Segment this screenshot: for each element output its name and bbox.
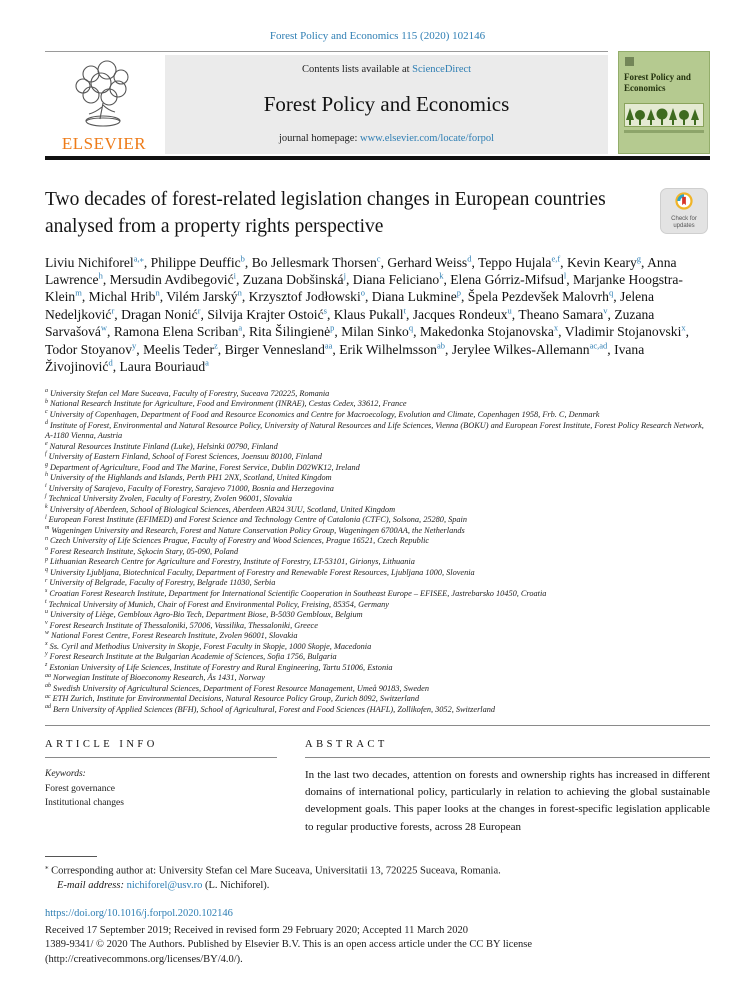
- author-name: Makedonka Stojanovska: [419, 324, 554, 340]
- affiliation-text: University of Liège, Gembloux Agro-Bio Tech, Department Biose, B-5030 Gembloux, Belgium: [50, 610, 363, 620]
- affiliation-label: m: [45, 525, 50, 532]
- author-name: Meelis Teder: [143, 341, 214, 357]
- author-name: Theano Samara: [518, 306, 604, 322]
- keywords-label: Keywords:: [45, 769, 86, 780]
- affiliation-label: g: [45, 461, 48, 468]
- author-separator: ,: [413, 324, 420, 340]
- affiliation-text: Swedish University of Agricultural Sciences, Department of Forest Resource Management, Umeå 90183, Sweden: [53, 683, 429, 693]
- affiliation-text: National Forest Centre, Forest Research Institute, Zvolen 96001, Slovakia: [51, 631, 298, 641]
- author-affiliation-sup: v: [603, 305, 608, 316]
- affiliation-label: z: [45, 661, 48, 668]
- author-separator: ,: [102, 271, 110, 287]
- affiliation-line: [45, 673, 710, 684]
- footnote-rule: [45, 856, 97, 857]
- affiliation-label: h: [45, 472, 48, 479]
- author-separator: ,: [613, 289, 621, 305]
- author-affiliation-sup: a: [238, 322, 243, 333]
- abstract-column: [305, 739, 710, 835]
- affiliation-line: [45, 547, 710, 558]
- author-affiliation-sup: p: [330, 322, 335, 333]
- affiliation-line: [45, 621, 710, 632]
- affiliation-label: ab: [45, 683, 51, 690]
- affiliation-text: Technical University of Munich, Chair of Forest and Environmental Policy, Freising, 85354, Germany: [48, 599, 389, 609]
- running-head-journal-ref: Forest Policy and Economics 115 (2020) 102146: [269, 30, 486, 42]
- author-name: Gerhard Weiss: [387, 254, 468, 270]
- author-name: Klaus Pukall: [333, 306, 404, 322]
- affiliation-text: University of Eastern Finland, School of Forest Sciences, Joensuu 80100, Finland: [48, 452, 322, 462]
- author-separator: ,: [332, 341, 340, 357]
- affiliation-label: u: [45, 609, 48, 616]
- author-name: Vladimir Stojanovski: [564, 324, 682, 340]
- author-name: Ramona Elena Scriban: [113, 324, 239, 340]
- affiliation-line: [45, 399, 710, 410]
- affiliation-text: Forest Research Institute, Sękocin Stary, 05-090, Poland: [50, 546, 239, 556]
- affiliation-label: k: [45, 504, 48, 510]
- author: [243, 272, 353, 287]
- affiliation-text: Forest Research Institute at the Bulgarian Academie of Sciences, Sofia 1756, Bulgaria: [49, 652, 337, 662]
- author-affiliation-sup: l: [563, 270, 567, 281]
- abstract-rule: [305, 757, 710, 758]
- affiliation-text: ETH Zurich, Institute for Environmental Decisions, Natural Resource Policy Group, Zurich 8092, Switzerland: [52, 694, 420, 704]
- author: [450, 272, 573, 287]
- author-separator: ,: [81, 289, 89, 305]
- author-affiliation-sup: i: [233, 270, 236, 281]
- affiliation-label: y: [45, 651, 48, 658]
- author-affiliation-sup: b: [240, 253, 245, 264]
- affiliation-label: p: [45, 556, 48, 563]
- author-affiliation-sup: x: [681, 322, 686, 333]
- author-separator: ,: [345, 271, 353, 287]
- author-affiliation-sup: d: [467, 253, 472, 264]
- author-name: Mersudin Avdibegović: [109, 271, 234, 287]
- author: [478, 255, 567, 270]
- author-name: Philippe Deuffic: [150, 254, 241, 270]
- author: [353, 272, 451, 287]
- affiliation-line: [45, 515, 710, 526]
- keyword: Institutional changes: [45, 797, 124, 808]
- author: [518, 307, 614, 322]
- affiliation-text: Lithuanian Research Centre for Agriculture and Forestry, Institute of Forestry, LT-53101, Girionys, Lithuania: [50, 557, 415, 567]
- affiliation-label: x: [45, 640, 48, 647]
- author: [121, 307, 207, 322]
- author-separator: ,: [558, 324, 565, 340]
- author-name: Kevin Keary: [566, 254, 637, 270]
- affiliation-label: f: [45, 451, 47, 458]
- author: [89, 289, 167, 304]
- journal-title: Forest Policy and Economics: [263, 91, 510, 116]
- author-separator: ,: [241, 289, 249, 305]
- author-separator: ,: [560, 254, 567, 270]
- author-separator: ,: [136, 341, 144, 357]
- check-for-updates-label: Check for updates: [671, 215, 697, 229]
- author-name: Laura Bouriaud: [119, 358, 206, 374]
- affiliation-text: Forest Research Institute of Thessaloniki, 57006, Vassilika, Thessaloniki, Greece: [49, 620, 318, 630]
- author-affiliation-sup: w: [100, 322, 108, 333]
- author-separator: ,: [112, 358, 120, 374]
- author-affiliation-sup: ab: [436, 340, 446, 351]
- author: [420, 324, 565, 339]
- author-name: Todor Stoyanov: [45, 341, 133, 357]
- affiliation-text: Croatian Forest Research Institute, Department for International Scientific Cooperation in Southeast Europe – EFISEE, Jastrebarsko 10450, Croatia: [49, 589, 547, 599]
- author-affiliation-sup: e,f: [551, 253, 561, 264]
- author-name: Erik Wilhelmsson: [339, 341, 437, 357]
- affiliation-label: ad: [45, 704, 51, 711]
- author-name: Jacques Rondeux: [412, 306, 508, 322]
- email-suffix: (L. Nichiforel).: [202, 880, 270, 892]
- author: [452, 342, 614, 357]
- affiliation-line: [45, 600, 710, 611]
- author-affiliation-sup: n: [237, 287, 242, 298]
- email-label: E-mail address:: [57, 880, 124, 892]
- affiliation-line: [45, 652, 710, 663]
- affiliation-label: t: [45, 598, 47, 605]
- cover-publisher-mark-icon: [625, 57, 634, 66]
- author: [339, 342, 452, 357]
- affiliation-line: [45, 389, 710, 400]
- affiliation-line: [45, 589, 710, 600]
- author-name: Elena Górriz-Mifsud: [450, 271, 564, 287]
- affiliation-text: National Research Institute for Agriculture, Food and Environment (INRAE), Cestas Cedex, 33612, France: [50, 399, 407, 409]
- author-name: Milan Sinko: [341, 324, 409, 340]
- article-info-rule: [45, 757, 277, 758]
- email-link[interactable]: nichiforel@usv.ro: [126, 880, 203, 892]
- contents-prefix: Contents lists available at: [301, 64, 413, 75]
- received-line: Received 17 September 2019; Received in revised form 29 February 2020; Accepted 11 March 2020: [45, 925, 468, 936]
- author-affiliation-sup: z: [213, 340, 218, 351]
- header-divider: [45, 156, 710, 160]
- affiliation-line: [45, 494, 710, 505]
- author-name: Zuzana Dobšinská: [242, 271, 344, 287]
- keywords-block: [45, 767, 277, 810]
- author: [341, 324, 420, 339]
- author: [413, 307, 519, 322]
- affiliation-line: [45, 526, 710, 537]
- author-separator: ,: [107, 324, 114, 340]
- affiliation-label: l: [45, 514, 47, 521]
- author: [225, 342, 340, 357]
- author: [252, 255, 388, 270]
- crossmark-icon: [675, 192, 693, 215]
- cover-trees-illustration: [624, 103, 704, 127]
- author-separator: ,: [685, 324, 690, 340]
- email-line: [45, 878, 710, 893]
- author-affiliation-sup: n: [155, 287, 160, 298]
- abstract-heading: ABSTRACT: [305, 739, 388, 751]
- author-separator: ,: [380, 254, 388, 270]
- affiliation-line: [45, 484, 710, 495]
- author-affiliation-sup: j: [343, 270, 346, 281]
- title-block: [45, 186, 710, 241]
- contents-line: [173, 64, 600, 75]
- affiliation-text: University of Copenhagen, Department of Food and Resource Economics and Centre for Macroecology, Evolution and Climate, Copenhagen 1958, Frb. C, Denmark: [49, 409, 600, 419]
- affiliation-label: r: [45, 577, 48, 584]
- author-affiliation-sup: q: [608, 287, 614, 298]
- author-affiliation-sup: a,⁎: [133, 253, 144, 264]
- author-separator: ,: [143, 254, 151, 270]
- affiliation-line: [45, 663, 710, 674]
- affiliation-line: [45, 452, 710, 463]
- author: [119, 359, 208, 374]
- affiliation-text: European Forest Institute (EFIMED) and Forest Science and Technology Centre of Catalonia (CTFC), Solsona, 25280, Spain: [48, 515, 467, 525]
- corresponding-marker: ⁎: [45, 862, 49, 871]
- affiliation-line: [45, 557, 710, 568]
- author-separator: ,: [159, 289, 167, 305]
- article-title: Two decades of forest-related legislation changes in European countries analysed from a property rights perspective: [45, 189, 606, 238]
- affiliation-line: [45, 610, 710, 621]
- doi-link[interactable]: https://doi.org/10.1016/j.forpol.2020.102146: [45, 907, 233, 919]
- affiliation-text: University of the Highlands and Islands, Perth PH1 2NX, Scotland, United Kingdom: [50, 473, 332, 483]
- cover-title: Forest Policy and Economics: [624, 72, 691, 94]
- abstract-text: In the last two decades, attention on forests and ownership rights has increased in different domains of international policy, particularly in relation to achieving the global sustainable development goals. This paper looks at the changes in forest-specific legislation applicable to regular productive forests, across 28 European: [305, 769, 710, 833]
- author: [387, 255, 478, 270]
- author-name: Špela Pezdevšek Malovrh: [467, 289, 609, 305]
- affiliation-line: [45, 578, 710, 589]
- elsevier-logo: [45, 55, 163, 154]
- author: [207, 307, 333, 322]
- affiliation-line: [45, 631, 710, 642]
- author: [151, 255, 252, 270]
- author: [334, 307, 413, 322]
- author-name: Jelena Nedeljković: [45, 289, 654, 322]
- header-left: [45, 51, 608, 154]
- author-separator: ,: [443, 271, 451, 287]
- author: [249, 289, 372, 304]
- affiliation-line: [45, 705, 710, 716]
- author-affiliation-sup: c: [376, 253, 381, 264]
- affiliation-text: University Stefan cel Mare Suceava, Faculty of Forestry, Suceava 720225, Romania: [50, 388, 330, 398]
- affiliation-label: ac: [45, 693, 51, 700]
- affiliation-label: v: [45, 619, 48, 626]
- author-separator: ,: [445, 341, 452, 357]
- license-line: (http://creativecommons.org/licenses/BY/4.0/).: [45, 953, 243, 965]
- author-name: Silvija Krajter Ostoić: [207, 306, 324, 322]
- author-name: Ivana Živojinović: [45, 341, 645, 374]
- affiliation-label: q: [45, 567, 48, 574]
- affiliation-line: [45, 442, 710, 453]
- author-name: Liviu Nichiforel: [45, 254, 134, 270]
- affiliation-label: c: [45, 409, 48, 416]
- affiliation-label: b: [45, 398, 48, 405]
- author-separator: ,: [460, 289, 468, 305]
- affiliation-text: University of Aberdeen, School of Biological Sciences, Aberdeen AB24 3UU, Scotland, United Kingdom: [49, 504, 396, 514]
- author-affiliation-sup: aa: [324, 340, 333, 351]
- affiliation-text: Bern University of Applied Sciences (BFH), School of Agricultural, Forest and Food Sciences (HAFL), Zollikofen, 3052, Switzerland: [53, 704, 496, 714]
- affiliation-label: aa: [45, 672, 51, 679]
- affiliation-label: d: [45, 419, 48, 426]
- affiliation-label: n: [45, 535, 48, 542]
- author-separator: ,: [471, 254, 479, 270]
- affiliation-text: Natural Resources Institute Finland (Luke), Helsinki 00790, Finland: [49, 441, 278, 451]
- author-separator: ,: [607, 306, 615, 322]
- masthead-box: [165, 55, 608, 154]
- affiliation-text: Department of Agriculture, Food and The Marine, Forest Service, Dublin D02WK12, Ireland: [50, 462, 360, 472]
- affiliation-line: [45, 410, 710, 421]
- affiliation-list: [45, 389, 710, 715]
- author-name: Rita Šilingienė: [248, 324, 331, 340]
- affiliation-line: [45, 463, 710, 474]
- author-separator: ,: [511, 306, 519, 322]
- author: [166, 289, 248, 304]
- keyword: Forest governance: [45, 783, 115, 794]
- author-affiliation-sup: h: [98, 270, 103, 281]
- author-affiliation-sup: x: [553, 322, 559, 333]
- author-name: Diana Lukmine: [371, 289, 457, 305]
- author-separator: ,: [365, 289, 372, 305]
- journal-header: [45, 51, 710, 154]
- author: [565, 324, 689, 339]
- author: [249, 324, 341, 339]
- author-affiliation-sup: t: [403, 305, 406, 316]
- author-name: Birger Vennesland: [224, 341, 325, 357]
- affiliation-text: University Ljubljana, Biotechnical Faculty, Department of Forestry and Renewable Forest Resources, Ljubljana 1000, Slovenia: [50, 567, 475, 577]
- author-name: Michal Hrib: [88, 289, 156, 305]
- affiliation-label: e: [45, 440, 48, 447]
- affiliation-text: University of Belgrade, Faculty of Forestry, Belgrade 11030, Serbia: [49, 578, 276, 588]
- affiliation-text: Technical University Zvolen, Faculty of Forestry, Zvolen 96001, Slovakia: [48, 494, 293, 504]
- affiliation-text: University of Sarajevo, Faculty of Forestry, Sarajevo 71000, Bosnia and Herzegovina: [48, 483, 334, 493]
- author: [468, 289, 620, 304]
- elsevier-tree-icon: [67, 118, 141, 135]
- author-affiliation-sup: r: [197, 305, 201, 316]
- author-separator: ,: [242, 324, 249, 340]
- affiliation-line: [45, 684, 710, 695]
- author-name: Anna Lawrence: [45, 254, 677, 287]
- author-name: Diana Feliciano: [352, 271, 440, 287]
- author-separator: ,: [607, 341, 615, 357]
- journal-cover-thumbnail: [618, 51, 710, 154]
- affiliation-line: [45, 473, 710, 484]
- author-name: Marjanke Hoogstra-Klein: [45, 271, 683, 305]
- author-affiliation-sup: o: [360, 287, 365, 298]
- check-for-updates-badge[interactable]: [660, 188, 708, 234]
- affiliation-text: Norwegian Institute of Bioeconomy Research, Ås 1431, Norway: [53, 673, 265, 683]
- journal-homepage-link[interactable]: www.elsevier.com/locate/forpol: [360, 133, 495, 144]
- author-affiliation-sup: s: [323, 305, 327, 316]
- affiliation-line: [45, 505, 710, 516]
- issn-copyright-line: 1389-9341/ © 2020 The Authors. Published by Elsevier B.V. This is an open access article under the CC BY license: [45, 939, 533, 951]
- affiliation-line: [45, 568, 710, 579]
- author-name: Krzysztof Jodłowski: [248, 289, 361, 305]
- author-name: Bo Jellesmark Thorsen: [251, 254, 377, 270]
- author-name: Zuzana Sarvašová: [45, 306, 655, 340]
- keywords-list: [45, 782, 277, 811]
- author: [143, 342, 224, 357]
- affiliation-label: s: [45, 588, 48, 595]
- affiliation-text: Czech University of Life Sciences Prague, Faculty of Forestry and Wood Sciences, Prague 16521, Czech Republic: [50, 536, 430, 546]
- author-separator: ,: [114, 306, 122, 322]
- affiliation-label: o: [45, 546, 48, 553]
- author-name: Dragan Nonić: [121, 306, 198, 322]
- corresponding-author-note: [45, 862, 710, 879]
- author: [372, 289, 468, 304]
- publication-footer: [45, 907, 710, 968]
- author-list: [45, 254, 710, 376]
- author-affiliation-sup: p: [456, 287, 461, 298]
- author-separator: ,: [217, 341, 225, 357]
- author-separator: ,: [641, 254, 648, 270]
- affiliation-label: w: [45, 630, 50, 637]
- author-affiliation-sup: r: [111, 305, 115, 316]
- corresponding-text: Corresponding author at: University Stefan cel Mare Suceava, Universitatii 13, 720225 Suceava, Romania.: [48, 865, 501, 877]
- author-separator: ,: [566, 271, 574, 287]
- author-separator: ,: [334, 324, 342, 340]
- author-affiliation-sup: k: [439, 270, 444, 281]
- author-affiliation-sup: y: [132, 340, 137, 351]
- homepage-line: [173, 133, 600, 144]
- author-affiliation-sup: a: [205, 357, 209, 368]
- affiliation-text: Estonian University of Life Sciences, Institute of Forestry and Rural Engineering, Tartu 51006, Estonia: [49, 662, 393, 672]
- elsevier-wordmark: ELSEVIER: [61, 134, 147, 153]
- author: [45, 255, 151, 270]
- author-affiliation-sup: g: [636, 253, 642, 264]
- cover-smalltext-bar: [624, 130, 704, 133]
- author: [45, 342, 143, 357]
- author-affiliation-sup: ac,ad: [589, 340, 608, 351]
- affiliation-label: a: [45, 388, 48, 395]
- affiliation-label: i: [45, 482, 47, 489]
- affiliation-line: [45, 694, 710, 705]
- affiliation-text: Institute of Forest, Environmental and Natural Resource Policy, University of Natural Resources and Life Sciences, Vienna (BOKU) and European Forest Institute, Forest Policy Research Network, A-1180 Vienna, Austria: [45, 420, 704, 441]
- author-name: Teppo Hujala: [478, 254, 552, 270]
- article-info-column: [45, 739, 277, 835]
- author: [114, 324, 249, 339]
- author-affiliation-sup: q: [408, 322, 414, 333]
- affiliation-label: j: [45, 493, 47, 500]
- author-separator: ,: [235, 271, 243, 287]
- affiliation-text: Wageningen University and Research, Forest and Nature Conservation Policy Group, Wageningen 6700AA, the Netherlands: [51, 525, 465, 535]
- info-abstract-section: [45, 726, 710, 835]
- author: [567, 255, 647, 270]
- author-affiliation-sup: d: [108, 357, 113, 368]
- affiliation-line: [45, 642, 710, 653]
- affiliation-line: [45, 536, 710, 547]
- affiliation-line: [45, 421, 710, 442]
- article-info-heading: ARTICLE INFO: [45, 739, 158, 751]
- affiliation-text: Ss. Cyril and Methodius University in Skopje, Forest Faculty in Skopje, 1000 Skopje, Macedonia: [49, 641, 372, 651]
- author-separator: ,: [200, 306, 208, 322]
- author: [110, 272, 243, 287]
- author-name: Vilém Jarský: [166, 289, 238, 305]
- author-affiliation-sup: u: [507, 305, 512, 316]
- author-name: Jerylee Wilkes-Allemann: [451, 341, 590, 357]
- author-separator: ,: [405, 306, 413, 322]
- homepage-prefix: journal homepage:: [278, 133, 361, 144]
- footnote-block: [45, 856, 710, 894]
- sciencedirect-link[interactable]: ScienceDirect: [412, 64, 472, 75]
- author-separator: ,: [244, 254, 252, 270]
- author-separator: ,: [326, 306, 334, 322]
- author-affiliation-sup: m: [75, 287, 82, 298]
